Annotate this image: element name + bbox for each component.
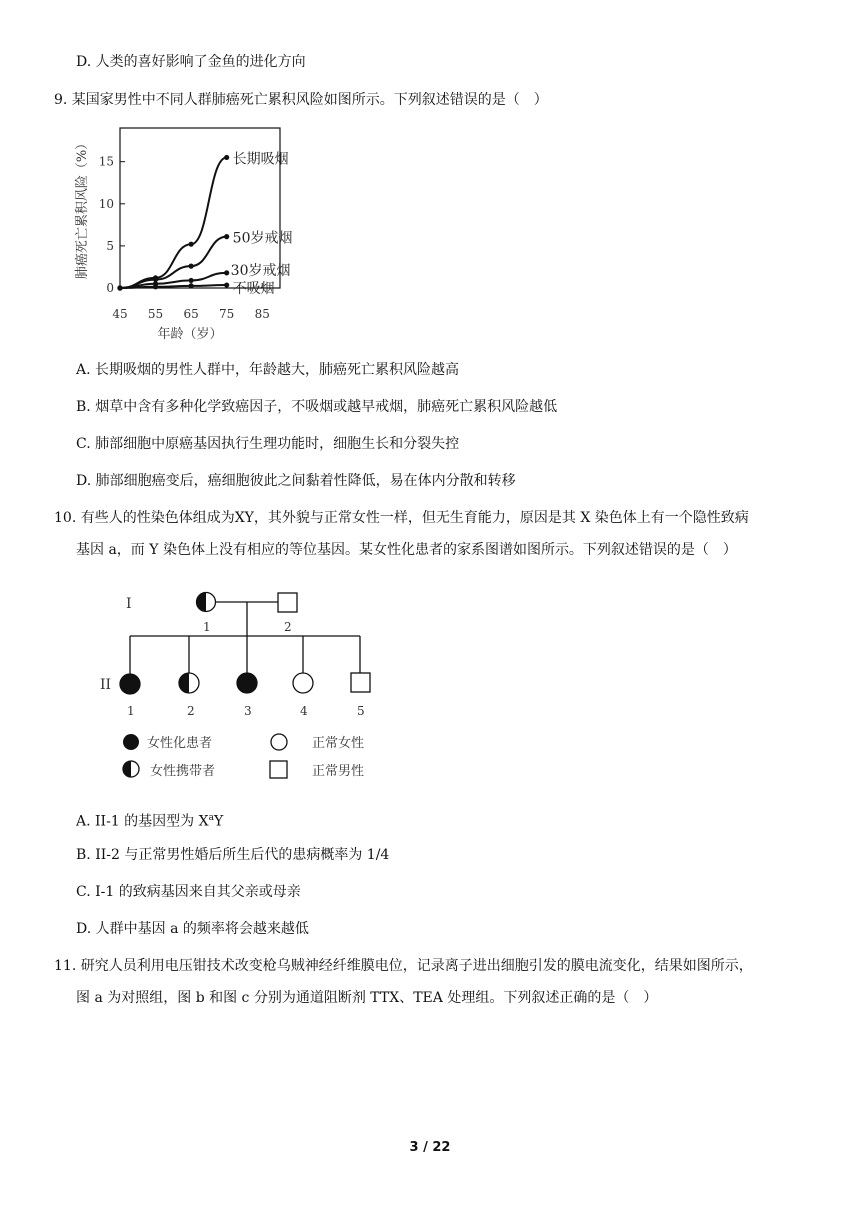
q9-stem: 9. 某国家男性中不同人群肺癌死亡累积风险如图所示。下列叙述错误的是（ ） [54,92,548,108]
data-point-1-3 [224,234,229,239]
x-tick-label: 85 [254,307,270,321]
q10-stem-line1: 10. 有些人的性染色体组成为XY，其外貌与正常女性一样，但无生育能力，原因是其 X 染色体上有一个隐性致病 [54,510,749,526]
q9-option-a: A. 长期吸烟的男性人群中，年龄越大，肺癌死亡累积风险越高 [76,362,460,378]
series-label: 长期吸烟 [232,151,289,168]
legend-normal-female-label: 正常女性 [312,736,365,751]
q10-stem-line2: 基因 a，而 Y 染色体上没有相应的等位基因。某女性化患者的家系图谱如图所示。下列叙述错误的是（ ） [76,542,737,558]
x-tick-label: 45 [112,307,128,321]
pedigree-II-2-carrier-female [179,673,199,693]
gen2-number-3: 3 [244,704,252,718]
gen1-number-2: 2 [284,620,292,634]
legend-normal-female-symbol [271,734,287,750]
series-label: 不吸烟 [232,281,275,298]
q11-stem-line2: 图 a 为对照组，图 b 和图 c 分别为通道阻断剂 TTX、TEA 处理组。下列叙述正确的是（ ） [76,990,658,1006]
q10-option-d: D. 人群中基因 a 的频率将会越来越低 [76,921,309,937]
q9-option-b: B. 烟草中含有多种化学致癌因子，不吸烟或越早戒烟，肺癌死亡累积风险越低 [76,399,558,415]
legend-normal-male-symbol [270,761,287,778]
page-number: 3 / 22 [409,1140,451,1155]
pedigree-II-5-normal-male [351,673,370,692]
data-point-3-2 [189,283,194,288]
legend-carrier-label: 女性携带者 [150,764,216,779]
x-tick-label: 55 [147,307,164,321]
data-point-0-2 [189,242,194,247]
q10-pedigree-diagram [90,585,390,790]
data-point-2-3 [224,270,229,275]
pedigree-I-2-normal-male [278,593,297,612]
legend-affected-label: 女性化患者 [147,736,213,751]
data-point-0-3 [224,155,229,160]
pedigree-II-4-normal-female [293,673,313,693]
q8-option-d: D. 人类的喜好影响了金鱼的进化方向 [76,54,306,70]
x-axis-label: 年龄（岁） [157,327,223,342]
q10-option-b: B. II-2 与正常男性婚后所生后代的患病概率为 1/4 [76,847,390,863]
series-label: 50岁戒烟 [232,230,293,247]
pedigree-II-3-affected [237,673,257,693]
gen1-label: I [126,596,132,612]
q9-option-c: C. 肺部细胞中原癌基因执行生理功能时，细胞生长和分裂失控 [76,436,460,452]
gen1-number-1: 1 [203,620,211,634]
q9-line-chart [70,118,310,348]
pedigree-I-1-carrier-female [197,593,216,612]
data-point-3-0 [117,285,122,290]
q9-option-d: D. 肺部细胞癌变后，癌细胞彼此之间黏着性降低，易在体内分散和转移 [76,473,516,489]
x-tick-label: 75 [219,307,235,321]
legend-affected-symbol [123,734,139,750]
q11-stem-line1: 11. 研究人员利用电压钳技术改变枪乌贼神经纤维膜电位，记录离子进出细胞引发的膜电流变化，结果如图所示， [54,958,753,974]
q10-option-a-suffix: Y [213,813,224,830]
gen2-number-4: 4 [300,704,308,718]
data-point-1-2 [189,264,194,269]
legend-normal-male-label: 正常男性 [312,764,365,779]
data-point-3-3 [224,282,229,287]
q10-option-c: C. I-1 的致病基因来自其父亲或母亲 [76,884,301,900]
gen2-number-1: 1 [127,704,135,718]
gen2-number-5: 5 [357,704,365,718]
series-line-0 [120,157,227,288]
y-tick-label: 15 [98,154,114,169]
x-tick-label: 65 [183,307,199,321]
gen2-label: II [100,677,112,693]
y-tick-label: 10 [98,196,114,211]
gen2-number-2: 2 [187,704,195,718]
pedigree-II-1-affected [120,674,140,694]
data-point-2-2 [189,278,194,283]
series-label: 30岁戒烟 [230,262,291,279]
y-tick-label: 0 [106,281,114,295]
q10-option-a-prefix: A. II-1 的基因型为 X [76,813,209,830]
q10-option-a-superscript: a [208,813,214,823]
legend-carrier-symbol [123,761,139,777]
y-axis-label: 肺癌死亡累积风险（%） [75,136,90,280]
y-tick-label: 5 [106,238,114,253]
data-point-3-1 [153,284,158,289]
q10-option-a [76,808,223,832]
